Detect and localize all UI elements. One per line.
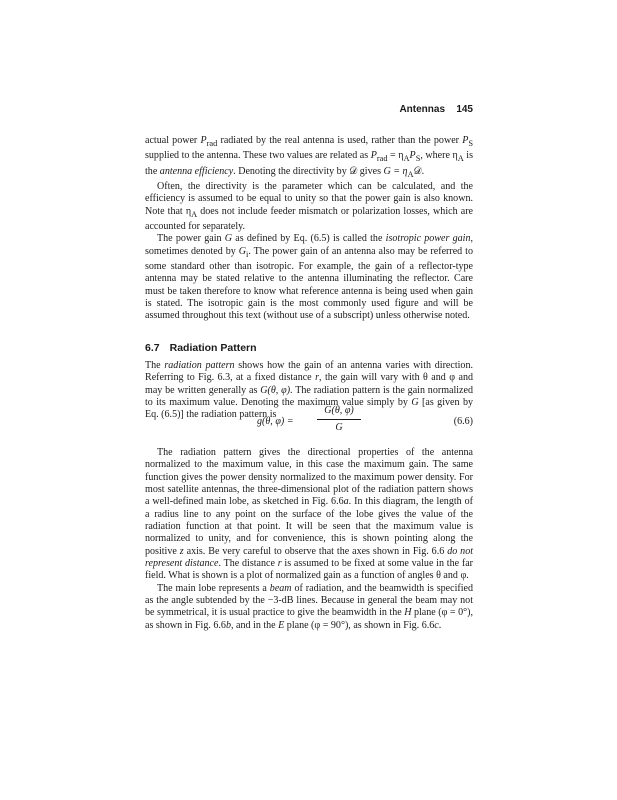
equation-fraction [317,405,361,434]
section-number: 6.7 [145,342,160,354]
paragraph-directivity: Often, the directivity is the parameter which can be calculated, and the efficiency is assumed to be equal to unity so that the power gain is also known. Note that $\eta_A$ does not include feeder mismatch or polarization losses, which are accounted for separately. [145,181,473,233]
fraction-bar [317,419,361,420]
section-title: Radiation Pattern [169,342,257,354]
running-header [145,104,473,118]
paragraph-beamwidth: The main lobe represents a beam of radiation, and the beamwidth is specified as the angle subtended by the −3-dB lines. Because in general the beam may not be symmetrical, it is usual practice to give the beamwidth in the H plane (φ = 0°), as shown in Fig. 6.6b, and in the E plane (φ = 90°), as shown in Fig. 6.6c. [145,582,474,631]
equation-lhs: g(θ, φ) = [257,416,294,427]
paragraph-efficiency: actual power $P_{rad}$ radiated by the real antenna is used, rather than the power $P_S$ supplied to the antenna. These two values are related as $P_{rad} = \eta_AP_S$, where $\eta_A$ is the antenna efficiency. Denoting the directivity by 𝒟 gives $G = \eta_A𝒟$. [145,135,473,179]
equation-6-6 [145,405,473,439]
paragraph-main-lobe-description: The radiation pattern gives the directional properties of the antenna normalized to the maximum value, in this case the maximum gain. The same function gives the power density normalized to the maximum power density. For most satellite antennas, the three-dimensional plot of the radiation pattern shows a well-defined main lobe, as sketched in Fig. 6.6a. In this diagram, the length of a radius line to any point on the surface of the lobe gives the value of the radiation function at that point. It will be seen that the maximum value is normalized to unity, and for convenience, this is shown pointing along the positive z axis. Be very careful to observe that the axes shown in Fig. 6.6 do not represent distance. The distance r is assumed to be fixed at some value in the far field. What is shown is a plot of normalized gain as a function of angles θ and φ. [145,447,474,582]
running-title: Antennas [399,104,445,115]
section-heading [145,342,473,354]
equation-number: (6.6) [453,416,473,427]
top-text-block [145,135,473,323]
page-number: 145 [456,104,473,115]
paragraph-radiation-pattern: The radiation pattern shows how the gain of an antenna varies with direction. Referring to Fig. 6.3, at a fixed distance r, the gain will vary with θ and φ and may be written generally as G(θ, φ). The radiation pattern is the gain normalized to its maximum value. Denoting the maximum value simply by G [as given by Eq. (6.5)] the radiation pattern is [145,360,474,421]
equation-numerator: G(θ, φ) [324,405,354,416]
bottom-text-block [145,447,473,632]
equation-denominator: G [335,422,343,433]
paragraph-power-gain: The power gain G as defined by Eq. (6.5) is called the isotropic power gain, sometimes denoted by $G_i$. The power gain of an antenna also may be referred to some standard other than isotropic. For example, the gain of a reflector-type antenna may be stated relative to the antenna illuminating the reflector. Care must be taken therefore to know what reference antenna is being used when gain is stated. The isotropic gain is the most commonly used figure and will be assumed throughout this text (without use of a subscript) unless otherwise noted. [145,233,474,322]
